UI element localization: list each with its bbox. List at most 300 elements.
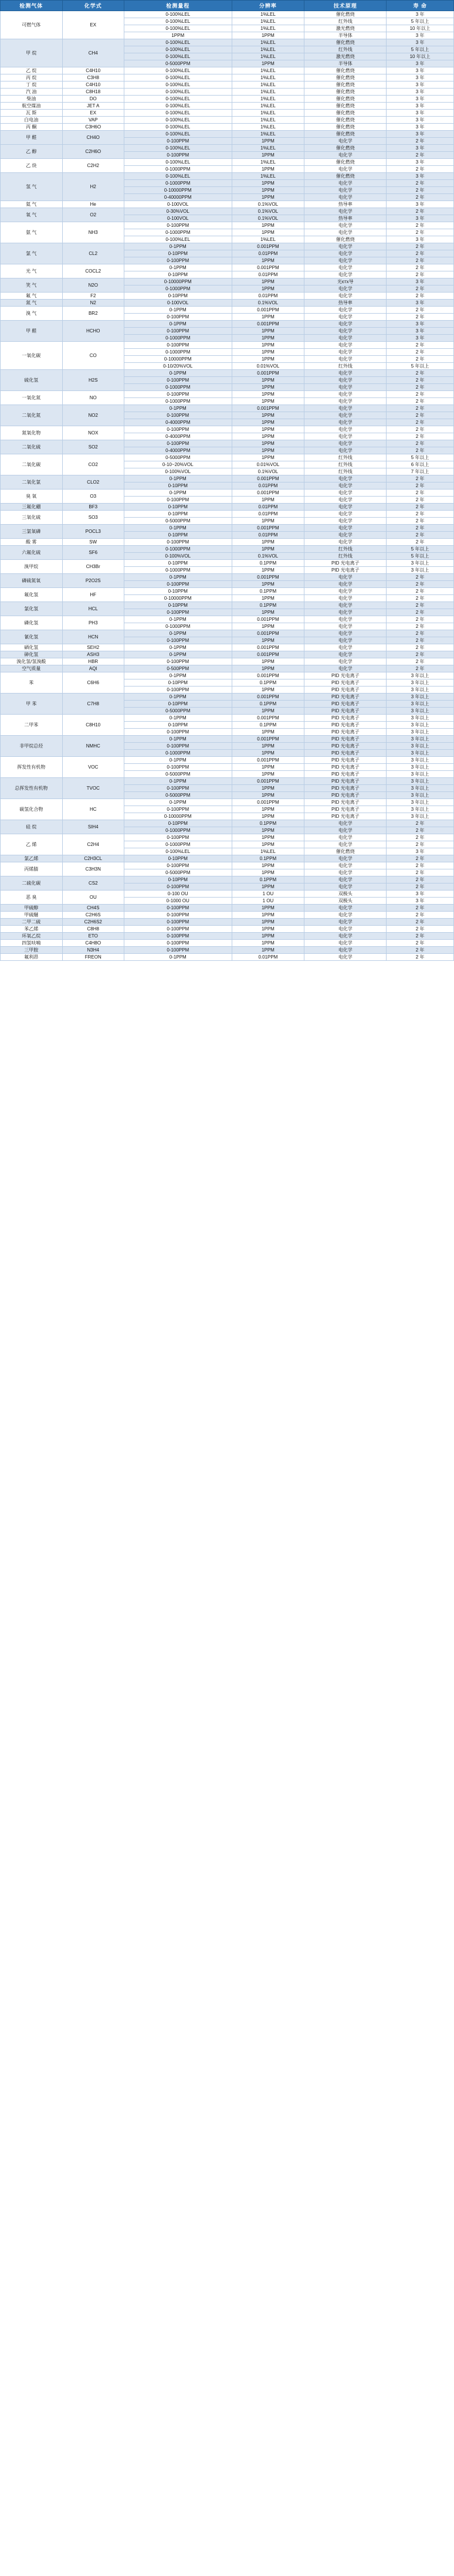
lifetime: 2 年 — [387, 391, 454, 398]
resolution: 0.001PPM — [232, 694, 304, 701]
technology: 电化学 — [304, 623, 387, 630]
gas-formula: NO — [62, 391, 124, 405]
resolution: 1PPM — [232, 792, 304, 799]
resolution: 1PPM — [232, 609, 304, 616]
lifetime: 2 年 — [387, 637, 454, 644]
gas-formula: C2H4 — [62, 834, 124, 855]
lifetime: 2 年 — [387, 370, 454, 377]
resolution: 1%LEL — [232, 96, 304, 103]
gas-name: 空气质量 — [1, 665, 63, 672]
resolution: 0.01PPM — [232, 511, 304, 518]
lifetime: 2 年 — [387, 440, 454, 447]
lifetime: 3 年 — [387, 159, 454, 166]
gas-name: 甲 烷 — [1, 39, 63, 67]
lifetime: 2 年 — [387, 243, 454, 250]
table-row — [1, 778, 454, 785]
lifetime: 2 年 — [387, 651, 454, 658]
lifetime: 2 年 — [387, 876, 454, 883]
technology: PID 光电离子 — [304, 792, 387, 799]
technology: 电化学 — [304, 581, 387, 588]
technology: 催化燃烧 — [304, 848, 387, 855]
technology: 电化学 — [304, 862, 387, 869]
gas-name: 甲硫醚 — [1, 912, 63, 919]
technology: PID 光电离子 — [304, 708, 387, 715]
detection-range: 0-100%LEL — [124, 131, 232, 138]
technology: 电化学 — [304, 919, 387, 926]
technology: 电化学 — [304, 651, 387, 658]
lifetime: 2 年 — [387, 257, 454, 264]
resolution: 1%LEL — [232, 67, 304, 74]
table-row — [1, 440, 454, 447]
resolution: 0.01%VOL — [232, 363, 304, 370]
lifetime: 3 年 — [387, 891, 454, 898]
detection-range: 0-1PPM — [124, 736, 232, 743]
gas-formula: C2H3CL — [62, 855, 124, 862]
lifetime: 3 年 — [387, 32, 454, 39]
resolution: 1PPM — [232, 278, 304, 286]
gas-name: 氟 气 — [1, 293, 63, 300]
table-row — [1, 426, 454, 433]
detection-range: 0-1PPM — [124, 778, 232, 785]
resolution: 0.001PPM — [232, 574, 304, 581]
detection-range: 0-100%LEL — [124, 103, 232, 110]
gas-formula: SO3 — [62, 511, 124, 525]
resolution: 1PPM — [232, 349, 304, 356]
lifetime: 10 年以上 — [387, 53, 454, 60]
gas-name: 苯 — [1, 672, 63, 694]
detection-range: 0-1PPM — [124, 630, 232, 637]
resolution: 1%LEL — [232, 25, 304, 32]
technology: 催化燃烧 — [304, 89, 387, 96]
gas-formula: CH4O — [62, 131, 124, 145]
detection-range: 0-100PPM — [124, 806, 232, 813]
lifetime: 2 年 — [387, 616, 454, 623]
technology: 光єтх导 — [304, 278, 387, 286]
detection-range: 0-10~20%VOL — [124, 461, 232, 468]
gas-name: 二氧化硫 — [1, 440, 63, 454]
gas-formula: C8H8 — [62, 926, 124, 933]
column-header-life: 寿 命 — [387, 1, 454, 11]
table-row — [1, 546, 454, 553]
gas-formula: N2 — [62, 300, 124, 307]
table-row — [1, 243, 454, 250]
lifetime: 10 年以上 — [387, 25, 454, 32]
detection-range: 0-1PPM — [124, 307, 232, 314]
detection-range: 0-100PPM — [124, 539, 232, 546]
detection-range: 0-100PPM — [124, 440, 232, 447]
lifetime: 3 年以上 — [387, 708, 454, 715]
detection-range: 0-100PPM — [124, 328, 232, 335]
resolution: 1PPM — [232, 623, 304, 630]
resolution: 1PPM — [232, 940, 304, 947]
lifetime: 2 年 — [387, 905, 454, 912]
lifetime: 2 年 — [387, 412, 454, 419]
resolution: 0.1PPM — [232, 560, 304, 567]
technology: 催化燃烧 — [304, 103, 387, 110]
resolution: 0.001PPM — [232, 525, 304, 532]
gas-name: 乙 醇 — [1, 145, 63, 159]
detection-range: 0-10PPM — [124, 602, 232, 609]
technology: PID 光电离子 — [304, 694, 387, 701]
gas-formula: SO2 — [62, 440, 124, 454]
gas-name: 柴油 — [1, 96, 63, 103]
technology: 电化学 — [304, 518, 387, 525]
gas-name: 光 气 — [1, 264, 63, 278]
detection-range: 0-10PPM — [124, 560, 232, 567]
technology: 电化学 — [304, 539, 387, 546]
resolution: 1PPM — [232, 391, 304, 398]
technology: PID 光电离子 — [304, 778, 387, 785]
table-row — [1, 124, 454, 131]
table-row — [1, 264, 454, 271]
detection-range: 0-100%VOL — [124, 553, 232, 560]
lifetime: 2 年 — [387, 447, 454, 454]
resolution: 1PPM — [232, 342, 304, 349]
gas-formula: EX — [62, 11, 124, 39]
lifetime: 3 年 — [387, 898, 454, 905]
detection-range: 0-4000PPM — [124, 419, 232, 426]
lifetime: 3 年以上 — [387, 736, 454, 743]
gas-formula: SW — [62, 539, 124, 546]
table-row — [1, 891, 454, 898]
lifetime: 3 年以上 — [387, 687, 454, 694]
resolution: 0.001PPM — [232, 264, 304, 271]
technology: 电化学 — [304, 356, 387, 363]
technology: 红外线 — [304, 546, 387, 553]
technology: 电化学 — [304, 187, 387, 194]
resolution: 1PPM — [232, 229, 304, 236]
lifetime: 3 年以上 — [387, 764, 454, 771]
gas-formula: CLO2 — [62, 475, 124, 490]
gas-name: 三氯氧磷 — [1, 525, 63, 539]
lifetime: 2 年 — [387, 384, 454, 391]
resolution: 1PPM — [232, 433, 304, 440]
resolution: 1PPM — [232, 384, 304, 391]
technology: 电化学 — [304, 433, 387, 440]
lifetime: 5 年以上 — [387, 363, 454, 370]
detection-range: 0-100PPM — [124, 862, 232, 869]
resolution: 1PPM — [232, 328, 304, 335]
gas-formula: He — [62, 201, 124, 208]
gas-name: 氯乙烯 — [1, 855, 63, 862]
detection-range: 0-1000PPM — [124, 623, 232, 630]
technology: PID 光电离子 — [304, 736, 387, 743]
lifetime: 2 年 — [387, 180, 454, 187]
technology: 电化学 — [304, 525, 387, 532]
table-row — [1, 602, 454, 609]
detection-range: 0-1PPM — [124, 644, 232, 651]
resolution: 0.01PPM — [232, 954, 304, 961]
lifetime: 2 年 — [387, 912, 454, 919]
table-row — [1, 947, 454, 954]
resolution: 1PPM — [232, 180, 304, 187]
resolution: 1%LEL — [232, 18, 304, 25]
gas-formula: SIH4 — [62, 820, 124, 834]
resolution: 1PPM — [232, 314, 304, 321]
lifetime: 2 年 — [387, 194, 454, 201]
technology: 电化学 — [304, 264, 387, 271]
technology: 电化学 — [304, 342, 387, 349]
lifetime: 2 年 — [387, 229, 454, 236]
lifetime: 2 年 — [387, 426, 454, 433]
gas-formula: HBR — [62, 658, 124, 665]
table-row — [1, 954, 454, 961]
detection-range: 0-100PPM — [124, 426, 232, 433]
technology: 红外线 — [304, 18, 387, 25]
table-row — [1, 525, 454, 532]
gas-formula: COCL2 — [62, 264, 124, 278]
gas-name: 航空煤油 — [1, 103, 63, 110]
lifetime: 3 年 — [387, 74, 454, 81]
resolution: 0.001PPM — [232, 715, 304, 722]
technology: 电化学 — [304, 419, 387, 426]
detection-range: 0-100PPM — [124, 883, 232, 891]
gas-name: 氯化氢 — [1, 602, 63, 616]
detection-range: 0-10PPM — [124, 701, 232, 708]
detection-range: 0-10PPM — [124, 855, 232, 862]
detection-range: 0-100PPM — [124, 947, 232, 954]
resolution: 0.001PPM — [232, 243, 304, 250]
resolution: 0.1PPM — [232, 679, 304, 687]
resolution: 1PPM — [232, 539, 304, 546]
detection-range: 0-1000PPM — [124, 567, 232, 574]
detection-range: 0-10PPM — [124, 271, 232, 278]
gas-formula: SF6 — [62, 546, 124, 560]
table-row — [1, 475, 454, 482]
lifetime: 3 年 — [387, 335, 454, 342]
gas-name: 氮氧化物 — [1, 426, 63, 440]
technology: 电化学 — [304, 630, 387, 637]
technology: 电化学 — [304, 658, 387, 665]
lifetime: 2 年 — [387, 187, 454, 194]
technology: 电化学 — [304, 602, 387, 609]
technology: 电化学 — [304, 138, 387, 145]
technology: 电化学 — [304, 314, 387, 321]
gas-name: 碳氢化合物 — [1, 799, 63, 820]
detection-range: 0-1PPM — [124, 574, 232, 581]
detection-range: 0-5000PPM — [124, 518, 232, 525]
detection-range: 0-10PPM — [124, 588, 232, 595]
detection-range: 0-10PPM — [124, 482, 232, 490]
lifetime: 2 年 — [387, 869, 454, 876]
table-row — [1, 11, 454, 18]
gas-name: 砷化氢 — [1, 651, 63, 658]
gas-name: 磷硫氮氧 — [1, 574, 63, 588]
detection-range: 0-100%LEL — [124, 18, 232, 25]
technology: 电化学 — [304, 905, 387, 912]
technology: 热导率 — [304, 300, 387, 307]
gas-formula: EX — [62, 110, 124, 117]
resolution: 1PPM — [232, 454, 304, 461]
detection-range: 0-100%VOL — [124, 468, 232, 475]
technology: 电化学 — [304, 440, 387, 447]
table-row — [1, 511, 454, 518]
resolution: 0.01PPM — [232, 250, 304, 257]
gas-formula: O2 — [62, 208, 124, 222]
gas-formula: FREON — [62, 954, 124, 961]
resolution: 1PPM — [232, 166, 304, 173]
detection-range: 0-100VOL — [124, 215, 232, 222]
table-row — [1, 145, 454, 152]
lifetime: 2 年 — [387, 152, 454, 159]
detection-range: 0-5000PPM — [124, 792, 232, 799]
technology: 电化学 — [304, 335, 387, 342]
resolution: 1PPM — [232, 806, 304, 813]
technology: 电化学 — [304, 321, 387, 328]
detection-range: 0-100 OU — [124, 891, 232, 898]
gas-formula: C3H3N — [62, 862, 124, 876]
resolution: 1PPM — [232, 419, 304, 426]
resolution: 1PPM — [232, 841, 304, 848]
table-row — [1, 370, 454, 377]
lifetime: 2 年 — [387, 264, 454, 271]
gas-name: 丙烯腈 — [1, 862, 63, 876]
detection-range: 0-100VOL — [124, 201, 232, 208]
resolution: 1PPM — [232, 813, 304, 820]
lifetime: 3 年 — [387, 848, 454, 855]
lifetime: 2 年 — [387, 574, 454, 581]
resolution: 1PPM — [232, 32, 304, 39]
gas-formula: HCL — [62, 602, 124, 616]
gas-name: 二氧化碳 — [1, 454, 63, 475]
detection-range: 0-100PPM — [124, 729, 232, 736]
table-row — [1, 651, 454, 658]
gas-formula: PH3 — [62, 616, 124, 630]
detection-range: 0-1000PPM — [124, 335, 232, 342]
lifetime: 2 年 — [387, 250, 454, 257]
resolution: 0.1PPM — [232, 701, 304, 708]
detection-range: 0-100%LEL — [124, 46, 232, 53]
gas-formula: O3 — [62, 490, 124, 504]
technology: 红外线 — [304, 553, 387, 560]
resolution: 1PPM — [232, 286, 304, 293]
lifetime: 2 年 — [387, 518, 454, 525]
lifetime: 2 年 — [387, 539, 454, 546]
detection-range: 0-10000PPM — [124, 356, 232, 363]
technology: 激光燃烧 — [304, 25, 387, 32]
lifetime: 3 年 — [387, 89, 454, 96]
resolution: 0.1PPM — [232, 820, 304, 827]
lifetime: 2 年 — [387, 208, 454, 215]
gas-formula: CO2 — [62, 454, 124, 475]
technology: PID 光电离子 — [304, 715, 387, 722]
technology: 激光燃烧 — [304, 53, 387, 60]
detection-range: 0-100%LEL — [124, 173, 232, 180]
table-row — [1, 616, 454, 623]
gas-formula: C6H6 — [62, 672, 124, 694]
technology: 电化学 — [304, 841, 387, 848]
detection-range: 0-100PPM — [124, 912, 232, 919]
resolution: 0.001PPM — [232, 307, 304, 314]
detection-range: 0-5000PPM — [124, 60, 232, 67]
table-row — [1, 560, 454, 567]
technology: PID 光电离子 — [304, 701, 387, 708]
detection-range: 0-100PPM — [124, 926, 232, 933]
resolution: 1PPM — [232, 862, 304, 869]
detection-range: 0-100%LEL — [124, 236, 232, 243]
technology: 热导率 — [304, 215, 387, 222]
detection-range: 0-100PPM — [124, 222, 232, 229]
detection-range: 0-100PPM — [124, 138, 232, 145]
resolution: 1%LEL — [232, 11, 304, 18]
detection-range: 0-10PPM — [124, 511, 232, 518]
detection-range: 0-10PPM — [124, 876, 232, 883]
gas-formula: BF3 — [62, 504, 124, 511]
resolution: 1PPM — [232, 637, 304, 644]
technology: 催化燃烧 — [304, 117, 387, 124]
detection-range: 0-1PPM — [124, 370, 232, 377]
technology: 半导体 — [304, 32, 387, 39]
lifetime: 3 年以上 — [387, 750, 454, 757]
lifetime: 2 年 — [387, 827, 454, 834]
gas-name: 非甲烷总烃 — [1, 736, 63, 757]
detection-range: 0-100PPM — [124, 940, 232, 947]
table-row — [1, 96, 454, 103]
detection-range: 0-100PPM — [124, 257, 232, 264]
table-row — [1, 405, 454, 412]
resolution: 1PPM — [232, 497, 304, 504]
resolution: 1PPM — [232, 138, 304, 145]
technology: 电化学 — [304, 370, 387, 377]
gas-name: 氦 气 — [1, 201, 63, 208]
detection-range: 0-100PPM — [124, 687, 232, 694]
table-row — [1, 539, 454, 546]
resolution: 1PPM — [232, 518, 304, 525]
lifetime: 3 年 — [387, 173, 454, 180]
gas-name: 二甲二硫 — [1, 919, 63, 926]
resolution: 1%LEL — [232, 124, 304, 131]
table-row — [1, 665, 454, 672]
detection-range: 0-10PPM — [124, 679, 232, 687]
column-header-range: 检测量程 — [124, 1, 232, 11]
gas-name: 可燃气体 — [1, 11, 63, 39]
table-header-row — [1, 1, 454, 11]
table-row — [1, 117, 454, 124]
lifetime: 2 年 — [387, 398, 454, 405]
lifetime: 2 年 — [387, 504, 454, 511]
detection-range: 0-40000PPM — [124, 194, 232, 201]
lifetime: 3 年 — [387, 236, 454, 243]
table-row — [1, 933, 454, 940]
detection-range: 0-100PPM — [124, 412, 232, 419]
resolution: 1PPM — [232, 827, 304, 834]
lifetime: 2 年 — [387, 954, 454, 961]
lifetime: 2 年 — [387, 525, 454, 532]
lifetime: 2 年 — [387, 497, 454, 504]
lifetime: 3 年 — [387, 201, 454, 208]
lifetime: 2 年 — [387, 665, 454, 672]
table-row — [1, 103, 454, 110]
technology: PID 光电离子 — [304, 799, 387, 806]
gas-formula: HCHO — [62, 321, 124, 342]
lifetime: 3 年以上 — [387, 813, 454, 820]
gas-formula: AQI — [62, 665, 124, 672]
gas-name: 二硫化碳 — [1, 876, 63, 891]
lifetime: 2 年 — [387, 926, 454, 933]
table-row — [1, 736, 454, 743]
column-header-technology: 技术原理 — [304, 1, 387, 11]
gas-name: 氢 气 — [1, 173, 63, 201]
resolution: 1PPM — [232, 581, 304, 588]
resolution: 0.01%VOL — [232, 461, 304, 468]
detection-range: 0-1PPM — [124, 264, 232, 271]
gas-formula: VAP — [62, 117, 124, 124]
gas-name: 氟利昂 — [1, 954, 63, 961]
gas-name: 氟化氢 — [1, 588, 63, 602]
detection-range: 0-100%LEL — [124, 848, 232, 855]
detection-range: 0-100VOL — [124, 300, 232, 307]
lifetime: 3 年 — [387, 11, 454, 18]
